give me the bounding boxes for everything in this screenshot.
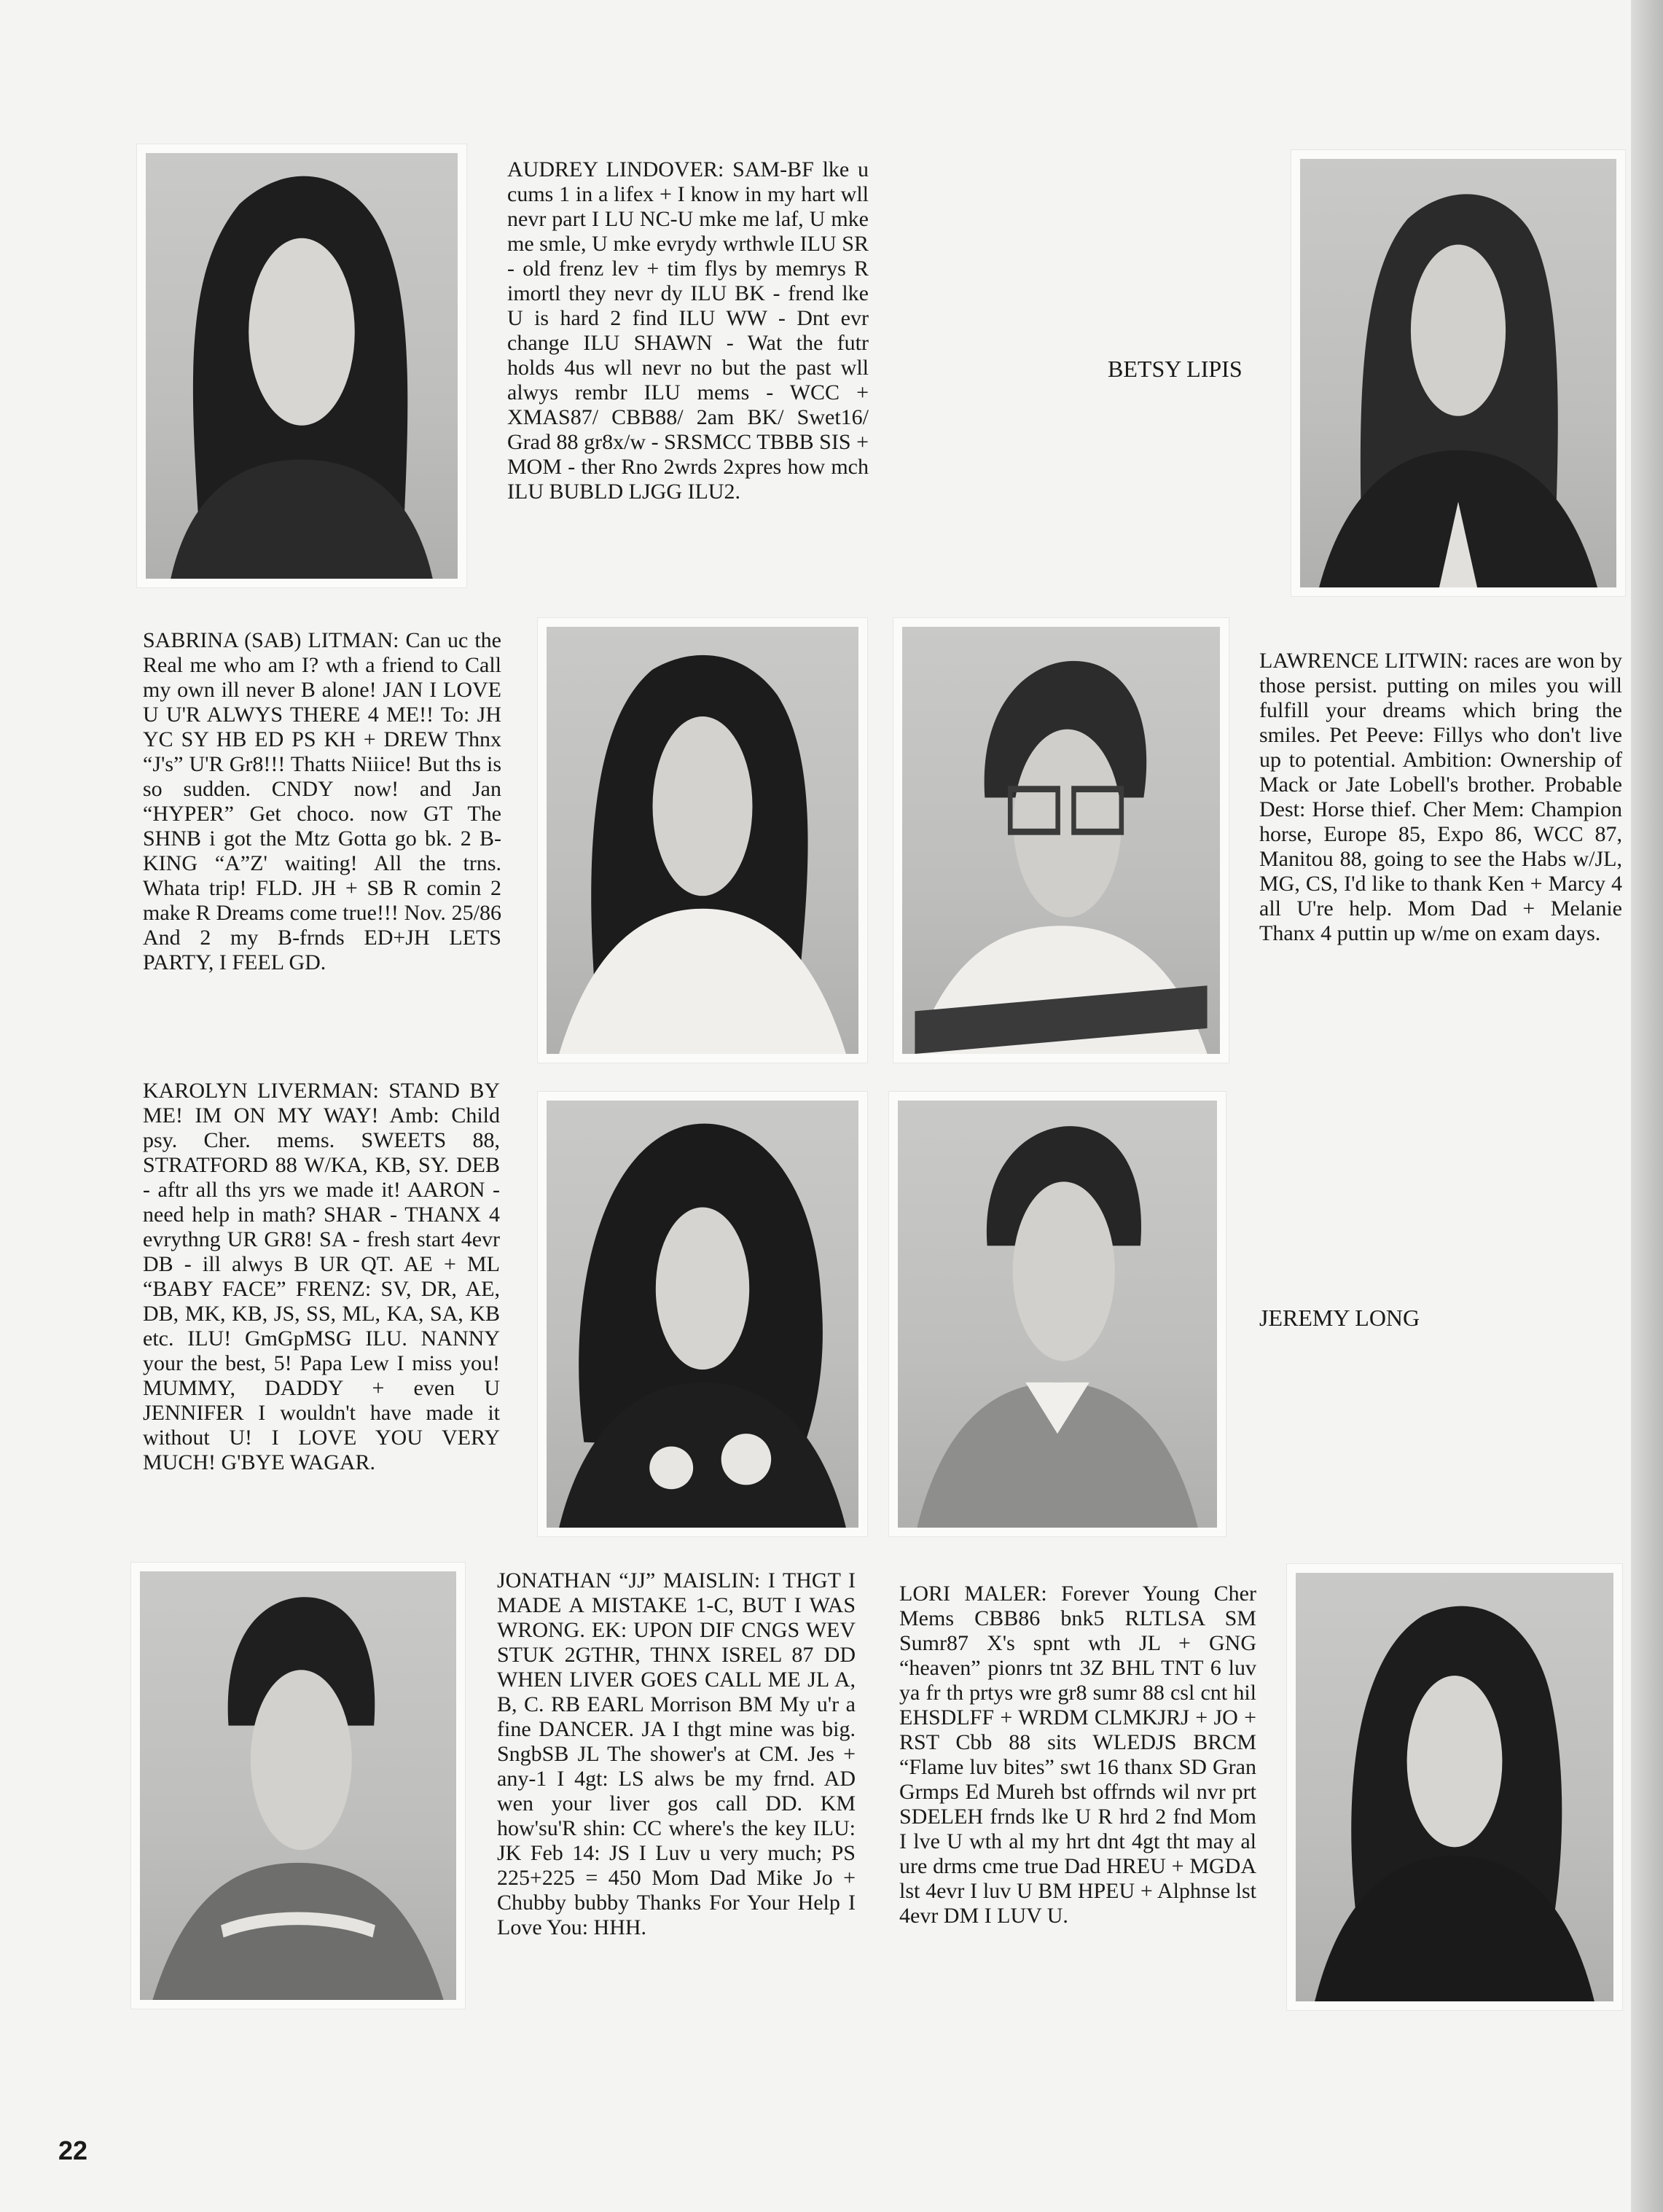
name-betsy-lipis: BETSY LIPIS xyxy=(1108,356,1243,382)
bio-karolyn-liverman: KAROLYN LIVERMAN: STAND BY ME! IM ON MY WAY! Amb: Child psy. Cher. mems. SWEETS 88, STRATFORD 88 W/KA, KB, SY. DEB - aftr all ths yrs we made it! AARON - need help in math? SHAR - THANX 4 evrythng UR GR8! SA - fresh start 4evr DB - ill alwys B UR QT. AE + ML “BABY FACE” FRENZ: SV, DR, AE, DB, MK, KB, JS, SS, ML, KA, SA, KB etc. ILU! GmGpMSG ILU. NANNY your the best, 5! Papa Lew I miss you! MUMMY, DADDY + even U JENNIFER I wouldn't have made it without U! I LOVE YOU VERY MUCH! G'BYE WAGAR. xyxy=(143,1079,500,1474)
portrait-lawrence-litwin xyxy=(893,618,1229,1063)
portrait-sabrina-litman xyxy=(538,618,867,1063)
portrait-betsy-lipis xyxy=(1291,150,1625,596)
bio-jonathan-maislin: JONATHAN “JJ” MAISLIN: I THGT I MADE A MISTAKE 1-C, BUT I WAS WRONG. EK: UPON DIF CNGS WEV STUK 2GTHR, THNX ISREL 87 DD WHEN LIVER GOES CALL ME JL A, B, C. RB EARL Morrison BM My u'r a fine DANCER. JA I thgt mine was big. SngbSB JL The shower's at CM. Jes + any-1 I 4gt: LS alws be my frnd. AD wen your liver gos call DD. KM how'su'R shin: CC where's the key ILU: JK Feb 14: JS I Luv u very much; PS 225+225 = 450 Mom Dad Mike Jo + Chubby bubby Thanks For Your Help I Love You: HHH. xyxy=(497,1568,856,1939)
bio-lawrence-litwin: LAWRENCE LITWIN: races are won by those persist. putting on miles you will fulfill your dreams which bring the smiles. Pet Peeve: Fillys who don't live up to potential. Ambition: Ownership of Mack or Jate Lobell's brother. Probable Dest: Horse thief. Cher Mem: Champion horse, Europe 85, Expo 86, WCC 87, Manitou 88, going to see the Habs w/JL, MG, CS, I'd like to thank Ken + Marcy 4 all U're help. Mom Dad + Melanie Thanx 4 puttin up w/me on exam days. xyxy=(1259,649,1622,945)
portrait-audrey-lindover xyxy=(137,144,466,587)
portrait-lori-maler xyxy=(1287,1564,1622,2010)
page-number: 22 xyxy=(58,2135,88,2165)
bio-sabrina-litman: SABRINA (SAB) LITMAN: Can uc the Real me who am I? wth a friend to Call my own ill never B alone! JAN I LOVE U U'R ALWYS THERE 4 ME!! To: JH YC SY HB ED PS KH + DREW Thnx “J's” U'R Gr8!!! Thatts Niiice! But ths is so sudden. CNDY now! and Jan “HYPER” Get choco. now GT The SHNB i got the Mtz Gotta go bk. 2 B-KING “A”Z' waiting! All the trns. Whata trip! FLD. JH + SB R comin 2 make R Dreams come true!!! Nov. 25/86 And 2 my B-frnds ED+JH LETS PARTY, I FEEL GD. xyxy=(143,628,501,974)
portrait-karolyn-liverman xyxy=(538,1092,867,1536)
page-edge xyxy=(1631,0,1663,2212)
name-jeremy-long: JEREMY LONG xyxy=(1259,1305,1420,1331)
portrait-jeremy-long xyxy=(889,1092,1226,1536)
bio-lori-maler: LORI MALER: Forever Young Cher Mems CBB86 bnk5 RLTLSA SM Sumr87 X's spnt wth JL + GNG “heaven” pionrs tnt 3Z BHL TNT 6 luv ya fr th prtys wre gr8 sumr 88 csl cnt hil EHSDLFF + WRDM CLMKJRJ + JO + RST Cbb 88 sits WLEDJS BRCM “Flame luv bites” swt 16 thanx SD Gran Grmps Ed Mureh bst offrnds wil nvr prt SDELEH frnds lke U R hrd 2 fnd Mom I lve U wth al my hrt dnt 4gt tht may al ure drms cme true Dad HREU + MGDA lst 4evr I luv U BM HPEU + Alphnse lst 4evr DM I LUV U. xyxy=(899,1582,1256,1928)
bio-audrey-lindover: AUDREY LINDOVER: SAM-BF lke u cums 1 in a lifex + I know in my hart wll nevr part I LU NC-U mke me laf, U mke me smle, U mke evrydy wrthwle ILU SR - old frenz lev + tim flys by memrys R imortl they nevr dy ILU BK - frend lke U is hard 2 find ILU WW - Dnt evr change ILU SHAWN - Wat the futr holds 4us wll nevr no but the past wll alwys rembr ILU mems - WCC + XMAS87/ CBB88/ 2am BK/ Swet16/ Grad 88 gr8x/w - SRSMCC TBBB SIS + MOM - ther Rno 2wrds 2xpres how mch ILU BUBLD LJGG ILU2. xyxy=(507,157,869,504)
portrait-jonathan-maislin xyxy=(131,1563,465,2009)
